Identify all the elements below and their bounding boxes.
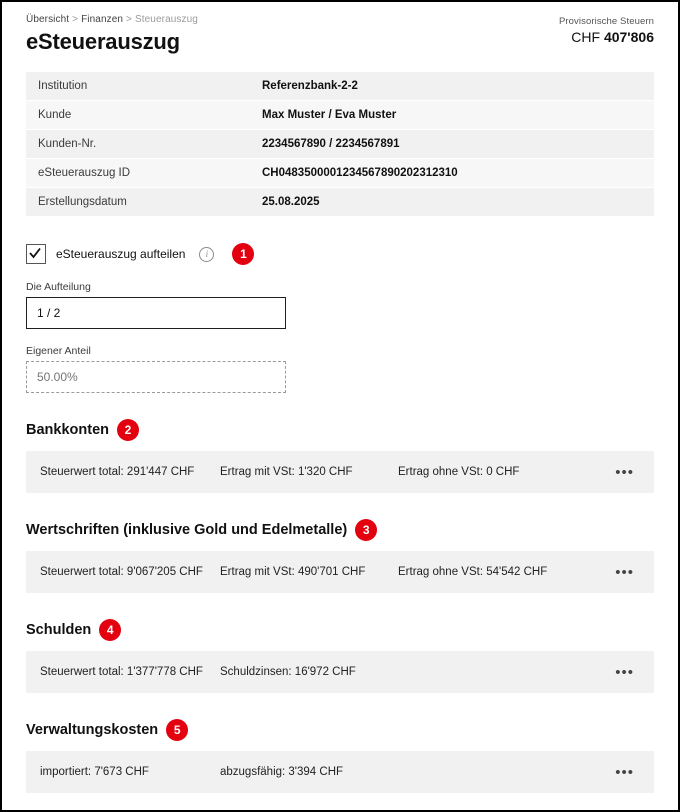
- eigener-anteil-input[interactable]: [26, 361, 286, 393]
- page-title: eSteuerauszug: [26, 29, 180, 54]
- stat-importiert: importiert: 7'673 CHF: [40, 766, 149, 779]
- provisional-tax-amount: [559, 29, 654, 45]
- section-summary-row: [26, 651, 654, 693]
- section-verwaltungskosten: [26, 719, 654, 793]
- section-header: [26, 519, 654, 541]
- breadcrumb-separator-icon: >: [72, 14, 79, 25]
- annotation-badge-1: 1: [232, 243, 254, 265]
- info-value: Referenzbank-2-2: [250, 72, 654, 101]
- info-value: CH0483500001234567890202312310: [250, 159, 654, 188]
- section-title: Verwaltungskosten: [26, 722, 159, 739]
- page-content: [2, 2, 678, 793]
- aufteilung-field: [26, 281, 654, 329]
- section-summary-row: [26, 551, 654, 593]
- stat-steuerwert-total: Steuerwert total: 9'067'205 CHF: [40, 566, 203, 579]
- split-checkbox-row: [26, 243, 654, 265]
- more-options-icon[interactable]: •••: [615, 663, 634, 681]
- section-summary-row: [26, 751, 654, 793]
- info-label: Institution: [26, 72, 250, 101]
- more-options-icon[interactable]: •••: [615, 763, 634, 781]
- section-wertschriften: [26, 519, 654, 593]
- eigener-anteil-field: [26, 345, 654, 393]
- stat-steuerwert-total: Steuerwert total: 1'377'778 CHF: [40, 666, 203, 679]
- breadcrumb-item-uebersicht[interactable]: Übersicht: [26, 14, 70, 25]
- info-value: 25.08.2025: [250, 188, 654, 217]
- section-title: Bankkonten: [26, 422, 109, 439]
- stat-schuldzinsen: Schuldzinsen: 16'972 CHF: [220, 666, 356, 679]
- table-row: [26, 130, 654, 159]
- section-header: [26, 619, 654, 641]
- stat-ertrag-ohne-vst: Ertrag ohne VSt: 0 CHF: [398, 466, 520, 479]
- section-header: [26, 419, 654, 441]
- info-value: 2234567890 / 2234567891: [250, 130, 654, 159]
- breadcrumb: [26, 14, 198, 25]
- eigener-anteil-label: Eigener Anteil: [26, 345, 91, 358]
- stat-ertrag-mit-vst: Ertrag mit VSt: 490'701 CHF: [220, 566, 366, 579]
- annotation-badge-4: 4: [99, 619, 121, 641]
- annotation-badge-3: 3: [355, 519, 377, 541]
- section-title: Schulden: [26, 622, 92, 639]
- header-left: [26, 14, 198, 54]
- aufteilung-input[interactable]: [26, 297, 286, 329]
- stat-steuerwert-total: Steuerwert total: 291'447 CHF: [40, 466, 195, 479]
- table-row: [26, 101, 654, 130]
- annotation-badge-2: 2: [117, 419, 139, 441]
- breadcrumb-item-finanzen[interactable]: Finanzen: [81, 14, 124, 25]
- checkmark-icon: [28, 246, 42, 260]
- section-bankkonten: [26, 419, 654, 493]
- more-options-icon[interactable]: •••: [615, 463, 634, 481]
- info-value: Max Muster / Eva Muster: [250, 101, 654, 130]
- table-row: [26, 159, 654, 188]
- provisional-tax-label: Provisorische Steuern: [558, 16, 654, 27]
- header-summary: [559, 14, 654, 45]
- breadcrumb-separator-icon: >: [126, 14, 132, 25]
- currency-label: CHF: [571, 29, 601, 45]
- table-row: [26, 188, 654, 217]
- stat-abzugsfaehig: abzugsfähig: 3'394 CHF: [220, 766, 344, 779]
- split-checkbox[interactable]: [26, 244, 46, 264]
- info-table: [26, 72, 654, 217]
- breadcrumb-item-steuerauszug: Steuerauszug: [135, 14, 198, 25]
- stat-ertrag-ohne-vst: Ertrag ohne VSt: 54'542 CHF: [398, 566, 548, 579]
- info-icon[interactable]: i: [199, 247, 214, 262]
- aufteilung-label: Die Aufteilung: [26, 281, 91, 294]
- page-header: [26, 14, 654, 54]
- info-label: eSteuerauszug ID: [26, 159, 250, 188]
- section-schulden: [26, 619, 654, 693]
- info-label: Kunde: [26, 101, 250, 130]
- split-checkbox-label: eSteuerauszug aufteilen: [56, 247, 186, 262]
- stat-ertrag-mit-vst: Ertrag mit VSt: 1'320 CHF: [220, 466, 353, 479]
- section-summary-row: [26, 451, 654, 493]
- annotation-badge-5: 5: [166, 719, 188, 741]
- more-options-icon[interactable]: •••: [615, 563, 634, 581]
- table-row: [26, 72, 654, 101]
- amount-value: 407'806: [603, 29, 654, 45]
- section-title: Wertschriften (inklusive Gold und Edelmetalle): [26, 522, 348, 539]
- info-label: Kunden-Nr.: [26, 130, 250, 159]
- section-header: [26, 719, 654, 741]
- info-label: Erstellungsdatum: [26, 188, 250, 217]
